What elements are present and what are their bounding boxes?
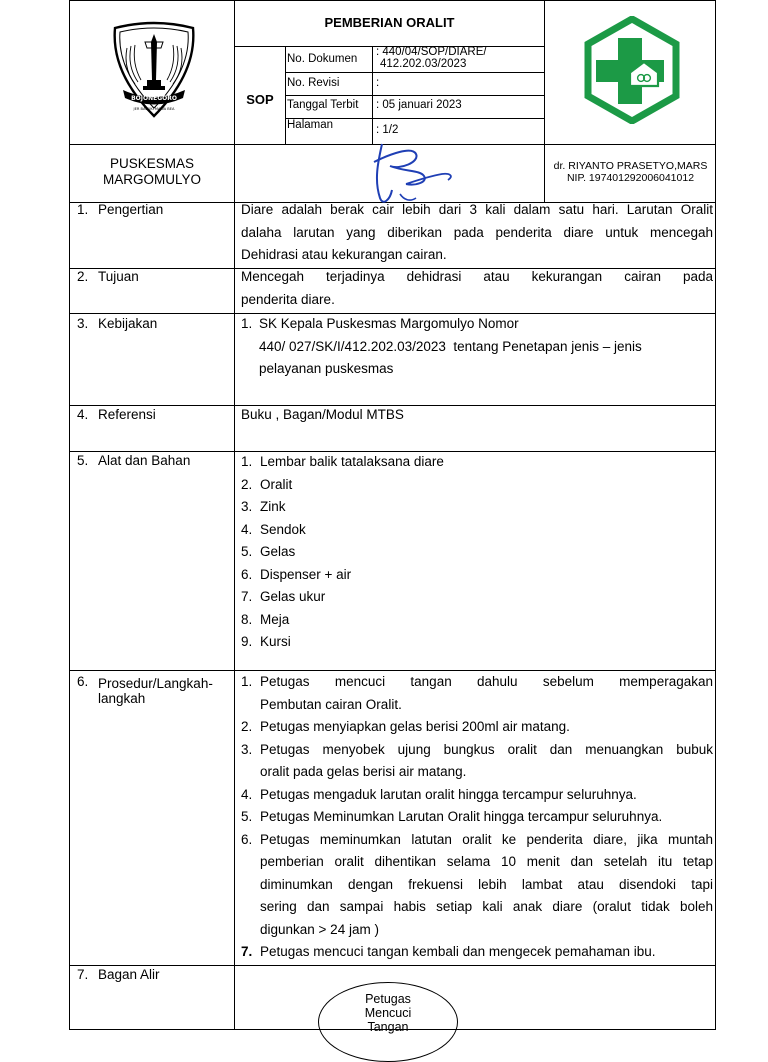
prosedur-step-line: Petugas Meminumkan Larutan Oralit hingga tercampur seluruhnya. (260, 809, 663, 824)
prosedur-step-number: 1. (241, 674, 253, 689)
bojonegoro-logo (105, 18, 203, 120)
alat-item (241, 609, 713, 632)
institution-name-line1: PUSKESMAS (109, 156, 195, 171)
signer-name: dr. RIYANTO PRASETYO,MARS (553, 160, 708, 172)
prosedur-step-number: 4. (241, 786, 253, 802)
alat-item (241, 564, 713, 587)
field-label-halaman: Halaman (287, 119, 334, 131)
field-label-tanggal-terbit: Tanggal Terbit (287, 99, 359, 111)
field-rule-2 (285, 95, 545, 96)
prosedur-step-line: Petugas menyobek ujung bungkus oralit dan menuangkan bubuk (260, 741, 713, 757)
section-number-pengertian: 1. (77, 202, 89, 217)
section-label-pengertian: Pengertian (98, 202, 164, 217)
puskesmas-logo (578, 16, 686, 124)
field-value-no-dokumen (376, 46, 487, 70)
alat-item-text: Gelas (260, 544, 296, 559)
section-label-prosedur-line2: langkah (98, 691, 146, 706)
section-label-prosedur-line1: Prosedur/Langkah- (98, 676, 213, 691)
section-label-prosedur (98, 676, 213, 706)
alat-item-number: 8. (241, 611, 253, 627)
flow-text-line3: Tangan (367, 1020, 409, 1034)
tujuan-line-2: penderita diare. (241, 291, 335, 307)
alat-item-text: Sendok (260, 521, 306, 537)
prosedur-step-line: Petugas menyiapkan gelas berisi 200ml air matang. (260, 719, 570, 734)
section-number-kebijakan: 3. (77, 316, 89, 331)
field-value-halaman: : 1/2 (376, 124, 399, 136)
alat-item-text: Oralit (260, 476, 293, 492)
prosedur-step (241, 784, 713, 807)
body-column-divider (234, 202, 235, 1030)
alat-item (241, 631, 713, 654)
alat-item-text: Gelas ukur (260, 589, 326, 604)
prosedur-step (241, 739, 713, 784)
prosedur-step (241, 671, 713, 716)
signer-nip: NIP. 197401292006041012 (566, 172, 695, 184)
prosedur-step-line: Pembutan cairan Oralit. (260, 696, 402, 712)
institution-name (70, 156, 234, 188)
field-value-no-dokumen-line2: 412.202.03/2023 (380, 58, 467, 70)
prosedur-list (241, 671, 713, 964)
alat-item (241, 586, 713, 609)
field-label-no-revisi: No. Revisi (287, 77, 340, 89)
prosedur-step-number: 3. (241, 741, 253, 757)
prosedur-step-line: Petugas mengaduk larutan oralit hingga tercampur seluruhnya. (260, 786, 637, 802)
prosedur-step-line: Petugas mencuci tangan dahulu sebelum memperagakan (260, 674, 713, 689)
section-label-tujuan: Tujuan (98, 269, 139, 284)
kebijakan-line-1: SK Kepala Puskesmas Margomulyo Nomor (259, 316, 519, 331)
section-number-prosedur: 6. (77, 674, 89, 689)
alat-item (241, 496, 713, 519)
prosedur-step-number: 6. (241, 831, 253, 847)
alat-item (241, 541, 713, 564)
prosedur-step (241, 716, 713, 739)
prosedur-step-line: digunkan > 24 jam ) (260, 921, 379, 937)
alat-list (241, 451, 713, 654)
flow-text-line2: Mencuci (364, 1006, 412, 1020)
alat-item-number: 2. (241, 476, 253, 492)
document-title: PEMBERIAN ORALIT (324, 15, 455, 30)
prosedur-step-number: 7. (241, 944, 253, 959)
referensi-text: Buku , Bagan/Modul MTBS (241, 407, 404, 422)
prosedur-step-line: Petugas meminumkan latutan oralit ke penderita diare, jika muntah (260, 831, 713, 847)
section-number-tujuan: 2. (77, 269, 89, 284)
section-number-referensi: 4. (77, 407, 89, 422)
alat-item (241, 519, 713, 542)
field-label-no-dokumen: No. Dokumen (287, 53, 358, 65)
flow-ellipse-text (318, 992, 458, 1034)
section-label-bagan: Bagan Alir (98, 967, 160, 982)
alat-item-number: 6. (241, 566, 253, 582)
section-number-bagan: 7. (77, 967, 89, 982)
section-rule-6 (69, 965, 716, 966)
prosedur-step-number: 5. (241, 809, 253, 824)
sop-label: SOP (246, 92, 274, 107)
alat-item (241, 474, 713, 497)
flow-text-line1: Petugas (365, 992, 411, 1006)
alat-item-text: Zink (260, 499, 286, 514)
alat-item-number: 1. (241, 454, 253, 469)
logo-motto-text: JER BASUKI MAWA BEA (133, 107, 175, 111)
institution-name-line2: MARGOMULYO (102, 172, 201, 187)
prosedur-step (241, 941, 713, 964)
alat-item-text: Meja (260, 611, 290, 627)
alat-item-number: 5. (241, 544, 253, 559)
prosedur-step-line: sering dan sampai habis setiap kali anak diare (oralut tidak boleh (260, 899, 713, 914)
prosedur-step-line: diminumkan dengan frekuensi lebih lambat atau disendoki tapi (260, 876, 713, 892)
field-value-no-dokumen-line1: : 440/04/SOP/DIARE/ (376, 46, 487, 58)
field-value-no-revisi: : (376, 77, 380, 89)
kebijakan-line-2: 440/ 027/SK/I/412.202.03/2023 tentang Penetapan jenis – jenis (259, 338, 642, 354)
alat-item-number: 9. (241, 634, 253, 649)
signer-block (545, 160, 716, 184)
kebijakan-line-3: pelayanan puskesmas (259, 361, 394, 376)
prosedur-step-line: pemberian oralit dihentikan selama 10 menit dan setelah itu tetap (260, 854, 713, 869)
alat-item-number: 7. (241, 589, 253, 604)
tujuan-line-1: Mencegah terjadinya dehidrasi atau kekurangan cairan pada (241, 269, 713, 284)
prosedur-step (241, 829, 713, 942)
field-rule-1 (285, 72, 545, 73)
section-label-kebijakan: Kebijakan (98, 316, 158, 331)
alat-item-number: 4. (241, 521, 253, 537)
section-number-alat: 5. (77, 453, 89, 468)
field-value-tanggal-terbit: : 05 januari 2023 (376, 99, 462, 111)
prosedur-step-line: Petugas mencuci tangan kembali dan mengecek pemahaman ibu. (260, 944, 656, 959)
pengertian-line-1: Diare adalah berak cair lebih dari 3 kali dalam satu hari. Larutan Oralit (241, 202, 713, 217)
prosedur-step-number: 2. (241, 719, 253, 734)
section-label-referensi: Referensi (98, 407, 156, 422)
prosedur-step-line: oralit pada gelas berisi air matang. (260, 764, 467, 779)
alat-item-text: Dispenser + air (260, 566, 352, 582)
section-label-alat: Alat dan Bahan (98, 453, 191, 468)
prosedur-step (241, 806, 713, 829)
logo-banner-text: BOJONEGORO (131, 95, 177, 102)
pengertian-line-3: Dehidrasi atau kekurangan cairan. (241, 247, 447, 262)
kebijakan-item-number: 1. (241, 316, 253, 331)
alat-item-text: Kursi (260, 634, 291, 649)
alat-item (241, 451, 713, 474)
pengertian-line-2: dalaha larutan yang diberikan pada penderita diare untuk mencegah (241, 224, 713, 240)
alat-item-text: Lembar balik tatalaksana diare (260, 454, 444, 469)
alat-item-number: 3. (241, 499, 253, 514)
